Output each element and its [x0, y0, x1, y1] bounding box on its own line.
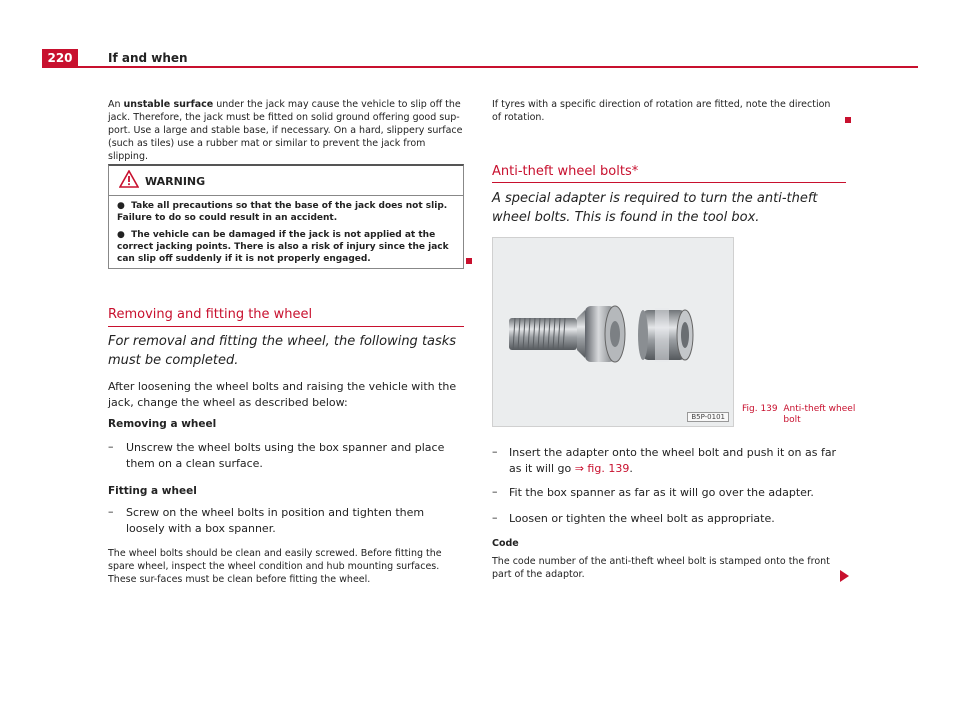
section-intro: A special adapter is required to turn the anti-theft wheel bolts. This is found in the tool box. [492, 191, 818, 225]
continue-arrow-icon [840, 570, 849, 582]
fitting-heading: Fitting a wheel [108, 485, 197, 497]
bullet: ● [117, 230, 125, 240]
end-marker [845, 117, 851, 123]
wheel-bolt-note: The wheel bolts should be clean and easily screwed. Before fitting the spare wheel, inspect the wheel condition and hub mounting surfaces. These sur-faces must be clean before fitting the wheel. [108, 548, 442, 585]
warning-text-1: Take all precautions so that the base of the jack does not slip. Failure to do so could result in an accident. [117, 201, 448, 223]
bullet: ● [117, 201, 125, 211]
figure-number: Fig. 139 [742, 404, 778, 414]
step-fit-spanner: Fit the box spanner as far as it will go over the adapter. [509, 486, 814, 499]
intro-prefix: An [108, 99, 124, 110]
dash: – [108, 505, 114, 518]
header-rule [42, 66, 918, 68]
section-rule [108, 326, 464, 327]
dash: – [492, 511, 498, 524]
rotation-paragraph: If tyres with a specific direction of rotation are fitted, note the direction of rotation. [492, 99, 831, 123]
step-1-text: Insert the adapter onto the wheel bolt and push it on as far as it will go [509, 446, 837, 475]
warning-text-2: The vehicle can be damaged if the jack is not applied at the correct jacking points. There is also a risk of injury since the jack can slip off suddenly if it is not properly engaged. [117, 230, 449, 264]
code-paragraph: The code number of the anti-theft wheel bolt is stamped onto the front part of the adaptor. [492, 556, 830, 580]
figure-caption [742, 404, 859, 426]
figure-reference-link[interactable]: ⇒ fig. 139 [574, 462, 630, 475]
warning-separator [109, 195, 463, 196]
anti-theft-bolt-illustration [493, 238, 733, 426]
step-insert-adapter [509, 445, 847, 477]
removing-heading: Removing a wheel [108, 418, 217, 430]
fitting-step: Screw on the wheel bolts in position and tighten them loosely with a box spanner. [126, 506, 425, 535]
warning-item [117, 200, 457, 224]
dash: – [492, 445, 498, 458]
section-intro: For removal and fitting the wheel, the following tasks must be completed. [108, 334, 457, 368]
intro-paragraph [108, 98, 464, 163]
step-1-end: . [629, 462, 633, 475]
section-title-removing: Removing and fitting the wheel [108, 307, 313, 322]
warning-box [108, 164, 464, 269]
chapter-title: If and when [108, 51, 188, 65]
step-loosen-tighten: Loosen or tighten the wheel bolt as appropriate. [509, 512, 775, 525]
section-title-anti-theft: Anti-theft wheel bolts* [492, 164, 639, 179]
section-rule [492, 182, 846, 183]
warning-header [109, 166, 463, 196]
figure-code: B5P-0101 [687, 412, 729, 422]
section-paragraph: After loosening the wheel bolts and raising the vehicle with the jack, change the wheel as described below: [108, 380, 457, 409]
warning-item [117, 229, 457, 265]
figure-caption-text: Anti-theft wheel bolt [783, 404, 856, 425]
page-number: 220 [42, 49, 78, 68]
end-marker [466, 258, 472, 264]
dash: – [108, 440, 114, 453]
code-heading: Code [492, 538, 519, 549]
intro-bold: unstable surface [123, 99, 214, 110]
intro-rest: under the jack may cause the vehicle to slip off the jack. Therefore, the jack must be fitted on solid ground offering good sup-port. Use a large and stable base, if necessary. On a hard, slippery surface (such as tiles) use a rubber mat or similar to prevent the jack from slipping. [108, 99, 463, 162]
removing-step: Unscrew the wheel bolts using the box spanner and place them on a clean surface. [126, 441, 445, 470]
figure-anti-theft-bolt [492, 237, 734, 427]
warning-triangle-icon [119, 170, 139, 188]
dash: – [492, 485, 498, 498]
warning-label: WARNING [145, 175, 206, 188]
